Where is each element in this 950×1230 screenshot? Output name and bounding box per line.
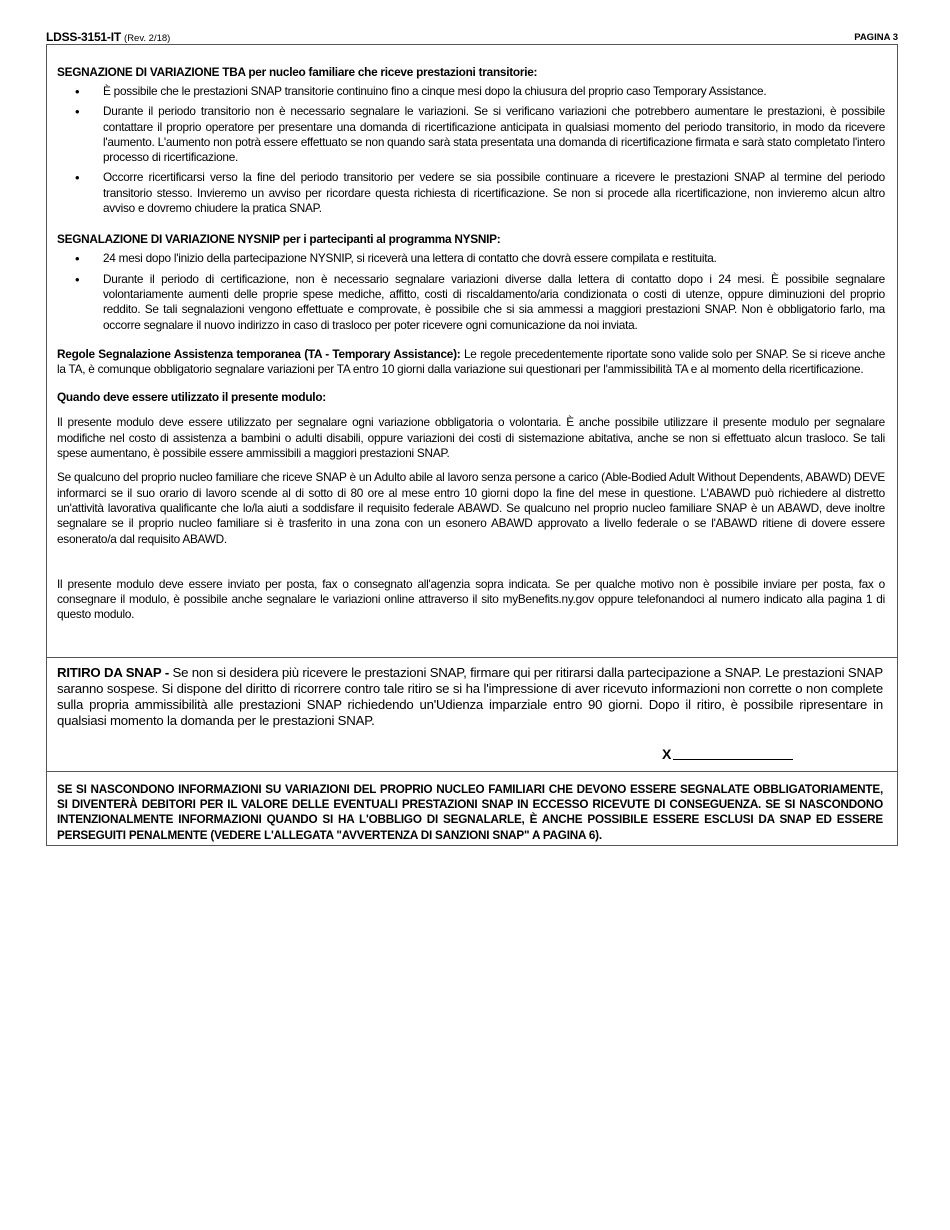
list-item: • È possibile che le prestazioni SNAP transitorie continuino fino a cinque mesi dopo la chiusura del proprio caso Temporary Assistance. [57, 84, 885, 99]
usage-paragraph-3: Il presente modulo deve essere inviato per posta, fax o consegnato all'agenzia sopra indicata. Se per qualche motivo non è possibile inviare per posta, fax o consegnare il modulo, è possibile anche segnalare le variazioni online attraverso il sito myBenefits.ny.gov oppure telefonandoci al numero indicato alla pagina 1 di questo modulo. [57, 576, 885, 622]
usage-paragraph-2: Se qualcuno del proprio nucleo familiare che riceve SNAP è un Adulto abile al lavoro senza persone a carico (Able-Bodied Adult Without Dependents, ABAWD) DEVE informarci se il suo orario di lavoro scende al di sotto di 80 ore al mese entro 10 giorni dopo la fine del mese in questione. L'ABAWD può richiedere al distretto un'attività lavorativa qualificante che lo/la aiuti a soddisfare il requisito federale ABAWD. Se qualcuno nel proprio nucleo familiare SNAP è un ABAWD, deve inoltre segnalare se il proprio nucleo familiare si è trasferito in una zona con un esonero ABAWD approvato a livello federale o se l'ABAWD ritiene di dovere essere esonerato/a dal requisito ABAWD. [57, 470, 885, 546]
signature-field[interactable] [662, 746, 793, 762]
list-item: • Occorre ricertificarsi verso la fine del periodo transitorio per vedere se sia possibile continuare a ricevere le prestazioni SNAP al termine del periodo transitorio stesso. Invieremo un avviso per ricordare questa richiesta di ricertificazione. Se non si procede alla ricertificazione, non invieremo alcun altro avviso e dovremo chiudere la pratica SNAP. [57, 170, 885, 216]
signature-line [673, 758, 793, 760]
main-section [47, 45, 897, 658]
usage-title: Quando deve essere utilizzato il presente modulo: [57, 390, 326, 405]
form-id: LDSS-3151-IT [46, 30, 121, 44]
withdrawal-label: RITIRO DA SNAP - [57, 665, 170, 680]
withdrawal-section [47, 658, 897, 772]
ta-rules-label: Regole Segnalazione Assistenza temporanea (TA - Temporary Assistance): [57, 346, 461, 361]
tba-title: SEGNAZIONE DI VARIAZIONE TBA per nucleo familiare che riceve prestazioni transitorie: [57, 65, 538, 79]
signature-mark: X [662, 746, 672, 762]
nysnip-list [57, 251, 885, 332]
form-revision: (Rev. 2/18) [124, 33, 171, 44]
form-frame [46, 44, 898, 846]
nysnip-title: SEGNALAZIONE DI VARIAZIONE NYSNIP per i partecipanti al programma NYSNIP: [57, 232, 501, 247]
withdrawal-text: Se non si desidera più ricevere le prestazioni SNAP, firmare qui per ritirarsi dalla partecipazione a SNAP. Le prestazioni SNAP saranno sospese. Si dispone del diritto di ricorrere contro tale ritiro se si ha l'impressione di aver ricevuto informazioni non corrette o non complete sulla propria ammissibilità alle prestazioni SNAP richiedendo un'Udienza imparziale entro 90 giorni. Dopo il ritiro, è possibile ripresentare in qualsiasi momento la domanda per le prestazioni SNAP. [57, 665, 883, 728]
ta-rules-paragraph [57, 347, 885, 378]
penalty-warning: SE SI NASCONDONO INFORMAZIONI SU VARIAZIONI DEL PROPRIO NUCLEO FAMILIARI CHE DEVONO ESSERE SEGNALATE OBBLIGATORIAMENTE, SI DIVENTERÀ DEBITORI PER IL VALORE DELLE EVENTUALI PRESTAZIONI SNAP IN ECCESSO RICEVUTE DI CONSEGUENZA. SE SI NASCONDONO INTENZIONALMENTE INFORMAZIONI QUANDO SI HA L'OBBLIGO DI SEGNALARLE, È ANCHE POSSIBILE ESSERE ESCLUSI DA SNAP ED ESSERE PERSEGUITI PENALMENTE (VEDERE L'ALLEGATA "AVVERTENZA DI SANZIONI SNAP" A PAGINA 6). [57, 783, 883, 842]
page-header [46, 30, 898, 44]
list-item: • Durante il periodo transitorio non è necessario segnalare le variazioni. Se si verificano variazioni che potrebbero aumentare le prestazioni, è possibile contattare il proprio operatore per presentare una domanda di ricertificazione anticipata in qualsiasi momento del periodo transitorio, in modo da ricevere l'aumento. L'aumento non potrà essere effettuato se non quando sarà stata presentata una domanda di ricertificazione firmata e sarà stato completato l'intero processo di ricertificazione. [57, 104, 885, 165]
list-item: • 24 mesi dopo l'inizio della partecipazione NYSNIP, si riceverà una lettera di contatto che dovrà essere compilata e restituita. [57, 251, 885, 266]
page-number: PAGINA 3 [854, 32, 898, 43]
ta-rules-text: Le regole precedentemente riportate sono valide solo per SNAP. Se si riceve anche la TA, è comunque obbligatorio segnalare variazioni per TA entro 10 giorni dalla variazione sui questionari per l'ammissibilità TA e al momento della ricertificazione. [57, 346, 886, 377]
usage-paragraph-1: Il presente modulo deve essere utilizzato per segnalare ogni variazione obbligatoria o volontaria. È anche possibile utilizzare il presente modulo per segnalare modifiche nel costo di assistenza a bambini o adulti disabili, oppure variazioni dei costi di sistemazione abitativa, anche se non si effettuato alcun trasloco. Se tali spese aumentano, è possibile essere ammissibili a maggiori prestazioni SNAP. [57, 415, 885, 461]
list-item: • Durante il periodo di certificazione, non è necessario segnalare variazioni diverse dalla lettera di contatto dopo i 24 mesi. È possibile segnalare volontariamente aumenti delle proprie spese mediche, affitto, costi di riscaldamento/aria condizionata o costi di utenze, oppure diminuzioni del proprio reddito. Se tali segnalazioni vengono effettuate e comprovate, è possibile che si sia ammessi a maggiori prestazioni SNAP. Non è obbligatorio farlo, ma occorre segnalare il nuovo indirizzo in caso di trasloco per poter ricevere ogni comunicazione da noi inviata. [57, 272, 885, 333]
tba-list [57, 84, 885, 216]
withdrawal-paragraph [57, 665, 883, 729]
